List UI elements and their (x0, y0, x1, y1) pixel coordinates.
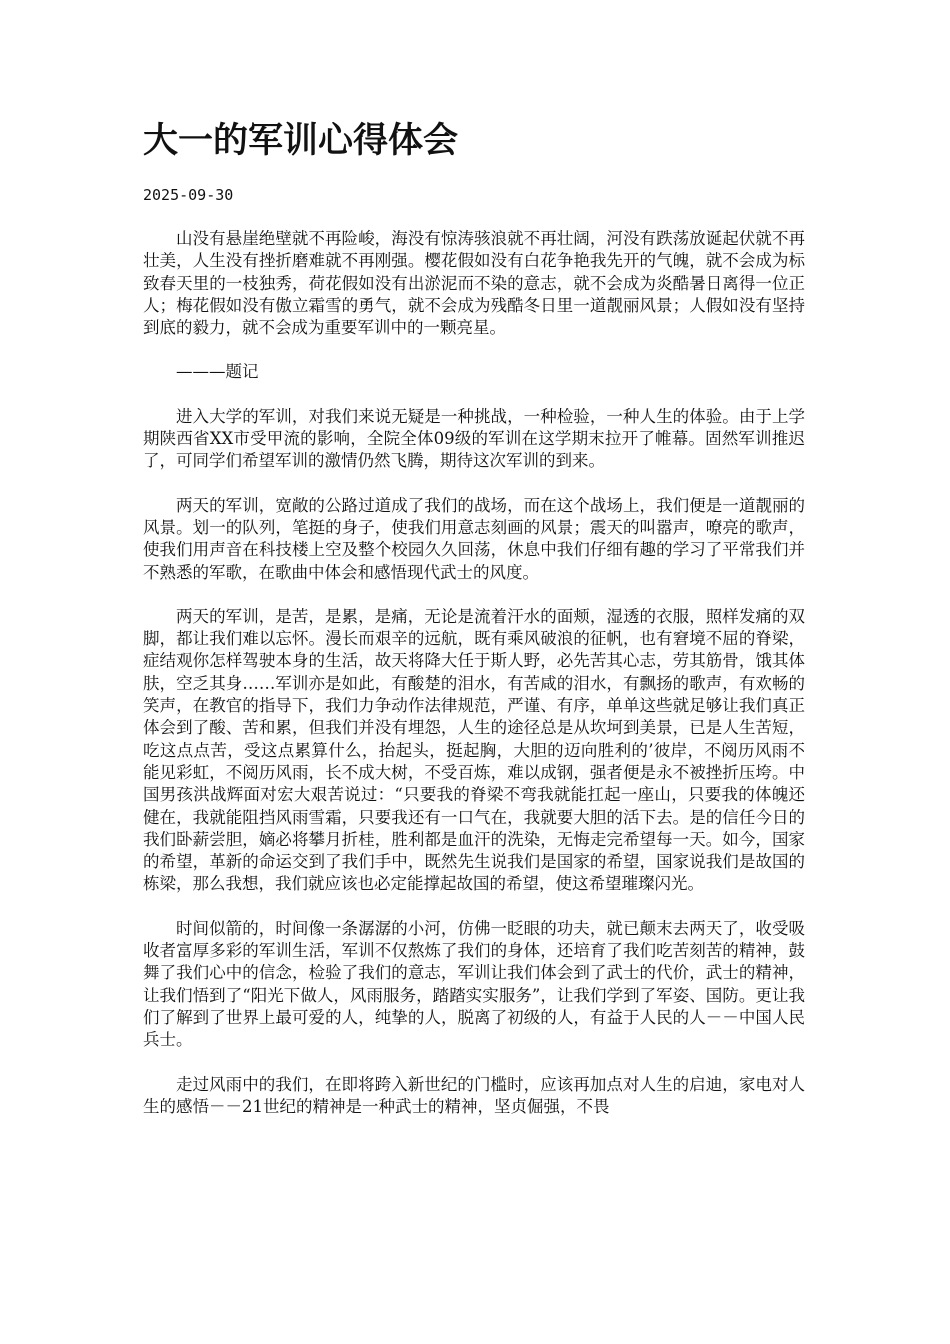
paragraph: 两天的军训，是苦，是累，是痛，无论是流着汗水的面颊，湿透的衣服，照样发痛的双脚，都让我们难以忘怀。漫长而艰辛的远航，既有乘风破浪的征帆，也有窘境不屈的脊梁，症结观你怎样驾驶本身的生活，故天将降大任于斯人野，必先苦其心志，劳其筋骨，饿其体肤，空乏其身……军训亦是如此，有酸楚的泪水，有苦咸的泪水，有飘扬的歌声，有欢畅的笑声，在教官的指导下，我们力争动作法律规范，严谨、有序，单单这些就足够让我们真正体会到了酸、苦和累，但我们并没有埋怨，人生的途径总是从坎坷到美景，已是人生苦短，吃这点点苦，受这点累算什么，抬起头，挺起胸，大胆的迈向胜利的’彼岸，不阅历风雨不能见彩虹，不阅历风雨，长不成大树，不受百炼，难以成钢，强者便是永不被挫折压垮。中国男孩洪战辉面对宏大艰苦说过：“只要我的脊梁不弯我就能扛起一座山，只要我的体魄还健在，我就能阻挡风雨雪霜，只要我还有一口气在，我就要大胆的活下去。是的信任今日的我们卧薪尝胆，嫡必将攀月折桂，胜利都是血汗的洗染，无悔走完希望每一天。如今，国家的希望，革新的命运交到了我们手中，既然先生说我们是国家的希望，国家说我们是故国的栋梁，那么我想，我们就应该也必定能撑起故国的希望，使这希望璀璨闪光。 (143, 606, 805, 894)
paragraph: 两天的军训，宽敞的公路过道成了我们的战场，而在这个战场上，我们便是一道靓丽的风景。划一的队列，笔挺的身子，使我们用意志刻画的风景；震天的叫嚣声，嘹亮的歌声，使我们用声音在科技楼上空及整个校园久久回荡，休息中我们仔细有趣的学习了平常我们并不熟悉的军歌，在歌曲中体会和感悟现代武士的风度。 (143, 495, 805, 582)
publish-date: 2025-09-30 (143, 186, 234, 204)
document-title: 大一的军训心得体会 (143, 120, 459, 161)
paragraph: 走过风雨中的我们，在即将跨入新世纪的门槛时，应该再加点对人生的启迪，家电对人生的感悟－－21世纪的精神是一种武士的精神，坚贞倔强，不畏 (143, 1074, 805, 1116)
paragraph: 时间似箭的，时间像一条潺潺的小河，仿佛一眨眼的功夫，就已颠末去两天了，收受吸收者富厚多彩的军训生活，军训不仅熬炼了我们的身体，还培育了我们吃苦刻苦的精神，鼓舞了我们心中的信念，检验了我们的意志，军训让我们体会到了武士的代价，武士的精神，让我们悟到了“阳光下做人，风雨服务，踏踏实实服务”，让我们学到了军姿、国防。更让我们了解到了世界上最可爱的人，纯挚的人，脱离了初级的人，有益于人民的人－－中国人民兵士。 (143, 918, 805, 1050)
paragraph-intro: 山没有悬崖绝壁就不再险峻，海没有惊涛骇浪就不再壮阔，河没有跌荡放诞起伏就不再壮美，人生没有挫折磨难就不再刚强。樱花假如没有白花争艳我先开的气魄，就不会成为标致春天里的一枝独秀，荷花假如没有出淤泥而不染的意志，就不会成为炎酷暑日离得一位正人；梅花假如没有傲立霜雪的勇气，就不会成为残酷冬日里一道靓丽风景；人假如没有坚持到底的毅力，就不会成为重要军训中的一颗亮星。 (143, 229, 805, 338)
paragraph: 进入大学的军训，对我们来说无疑是一种挑战，一种检验，一种人生的体验。由于上学期陕西省XX市受甲流的影响，全院全体09级的军训在这学期末拉开了帷幕。固然军训推迟了，可同学们希望军训的激情仍然飞腾，期待这次军训的到来。 (143, 406, 805, 471)
paragraph-epigraph-attribution: ———题记 (176, 362, 259, 382)
article-body (143, 228, 805, 1118)
document-page (143, 118, 805, 1140)
